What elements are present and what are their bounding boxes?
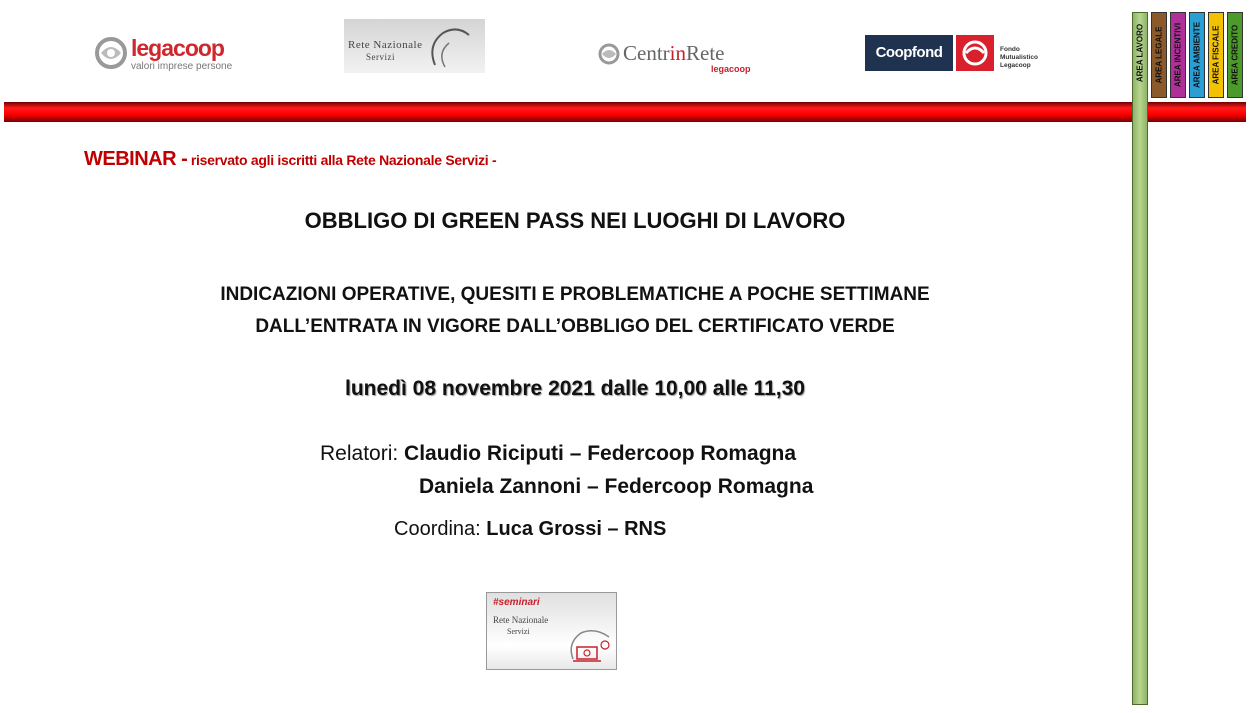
- tab-area-ambiente[interactable]: [1189, 12, 1205, 98]
- tab-area-lavoro[interactable]: [1132, 12, 1148, 705]
- legacoop-tagline: valori imprese persone: [131, 61, 233, 72]
- webinar-laptop-icon: [565, 629, 615, 665]
- page-title: OBBLIGO DI GREEN PASS NEI LUOGHI DI LAVORO: [304, 208, 846, 233]
- tab-area-fiscale-label: AREA FISCALE: [1211, 25, 1221, 85]
- seminari-line2: Servizi: [507, 627, 530, 636]
- legacoop-mark-icon: [95, 37, 127, 69]
- legacoop-name: legacoop: [131, 35, 224, 61]
- rns-logo: [344, 19, 485, 73]
- webinar-restriction: riservato agli iscritti alla Rete Nazionale Servizi -: [187, 152, 497, 168]
- speakers-label: Relatori:: [320, 442, 405, 465]
- webinar-label: WEBINAR -: [84, 148, 188, 170]
- tab-area-legale-label: AREA LEGALE: [1154, 26, 1164, 84]
- rns-line1: Rete Nazionale: [348, 39, 423, 51]
- red-header-band: [4, 102, 1246, 122]
- tab-area-lavoro-label: AREA LAVORO: [1135, 23, 1145, 83]
- coordinator-label: Coordina:: [394, 518, 487, 540]
- seminari-tag: #seminari: [493, 597, 540, 608]
- tab-area-legale[interactable]: [1151, 12, 1167, 98]
- speaker-2: Daniela Zannoni – Federcoop Romagna: [419, 475, 814, 498]
- coopfond-name: Coopfond: [865, 35, 953, 71]
- centrinrete-mark-icon: [598, 43, 620, 65]
- centrinrete-logo: [598, 40, 753, 78]
- coopfond-text: Fondo Mutualistico Legacoop: [1000, 46, 1038, 69]
- centrinrete-name: CentrinRete: [623, 41, 725, 65]
- speaker-1: Claudio Riciputi – Federcoop Romagna: [404, 442, 797, 465]
- subtitle-line2: DALL’ENTRATA IN VIGORE DALL’OBBLIGO DEL CERTIFICATO VERDE: [255, 316, 895, 337]
- coopfond-logo: [865, 35, 1040, 71]
- seminari-logo: [486, 592, 617, 670]
- speakers-line: [320, 442, 796, 466]
- seminari-line1: Rete Nazionale: [493, 615, 549, 625]
- tab-area-incentivi-label: AREA INCENTIVI: [1173, 22, 1183, 88]
- centrinrete-sub: legacoop: [711, 64, 751, 74]
- tab-area-credito[interactable]: [1227, 12, 1243, 98]
- event-date: lunedì 08 novembre 2021 dalle 10,00 alle 11,30: [345, 377, 805, 400]
- tab-area-ambiente-label: AREA AMBIENTE: [1192, 21, 1202, 89]
- rns-arc-icon: [425, 25, 475, 69]
- tab-area-credito-label: AREA CREDITO: [1230, 24, 1240, 86]
- coordinator-name: Luca Grossi – RNS: [486, 518, 667, 540]
- tab-area-incentivi[interactable]: [1170, 12, 1186, 98]
- coordinator-line: [394, 518, 666, 541]
- subtitle-line1: INDICAZIONI OPERATIVE, QUESITI E PROBLEMATICHE A POCHE SETTIMANE: [220, 284, 930, 305]
- legacoop-logo: [95, 35, 233, 75]
- coopfond-mark-icon: [956, 35, 994, 71]
- rns-line2: Servizi: [366, 52, 395, 62]
- webinar-header: [84, 148, 496, 171]
- tab-area-fiscale[interactable]: [1208, 12, 1224, 98]
